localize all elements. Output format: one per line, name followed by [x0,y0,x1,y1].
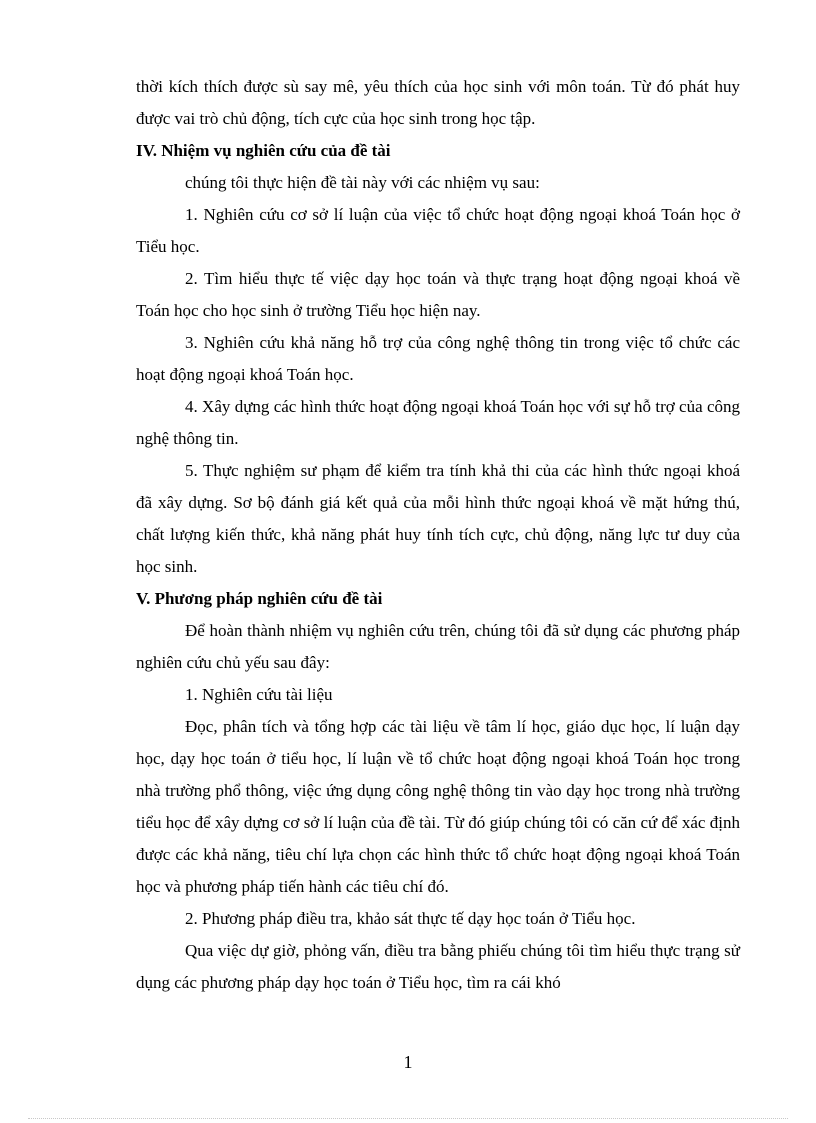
task-item-1: 1. Nghiên cứu cơ sở lí luận của việc tổ chức hoạt động ngoại khoá Toán học ở Tiểu học. [136,205,740,256]
task-item-3: 3. Nghiên cứu khả năng hỗ trợ của công nghệ thông tin trong việc tổ chức các hoạt động ngoại khoá Toán học. [136,333,740,384]
task-item-5: 5. Thực nghiệm sư phạm để kiểm tra tính khả thi của các hình thức ngoại khoá đã xây dựng. Sơ bộ đánh giá kết quả của mỗi hình thức ngoại khoá về mặt hứng thú, chất lượng kiến thức, khả năng phát huy tính tích cực, chủ động, năng lực tư duy của học sinh. [136,461,740,576]
page-bottom-divider [28,1118,788,1119]
page-number: 1 [403,1052,413,1072]
document-page [136,71,740,999]
paragraph-intro: thời kích thích được sù say mê, yêu thích của học sinh với môn toán. Từ đó phát huy được vai trò chủ động, tích cực của học sinh trong học tập. [136,77,740,128]
task-item-2: 2. Tìm hiểu thực tế việc dạy học toán và thực trạng hoạt động ngoại khoá về Toán học cho học sinh ở trường Tiểu học hiện nay. [136,269,740,320]
method-item-2-title: 2. Phương pháp điều tra, khảo sát thực tế dạy học toán ở Tiểu học. [185,909,636,928]
method-item-1-body: Đọc, phân tích và tổng hợp các tài liệu về tâm lí học, giáo dục học, lí luận dạy học, dạy học toán ở tiểu học, lí luận về tổ chức hoạt động ngoại khoá Toán học trong nhà trường phổ thông, việc ứng dụng công nghệ thông tin vào dạy học trong nhà trường tiểu học để xây dựng cơ sở lí luận của đề tài. Từ đó giúp chúng tôi có căn cứ để xác định được các khả năng, tiêu chí lựa chọn các hình thức tổ chức hoạt động ngoại khoá Toán học và phương pháp tiến hành các tiêu chí đó. [136,717,740,896]
paragraph-methods-intro: Để hoàn thành nhiệm vụ nghiên cứu trên, chúng tôi đã sử dụng các phương pháp nghiên cứu chủ yếu sau đây: [136,621,740,672]
paragraph-tasks-intro: chúng tôi thực hiện đề tài này với các nhiệm vụ sau: [185,173,540,192]
task-item-4: 4. Xây dựng các hình thức hoạt động ngoại khoá Toán học với sự hỗ trợ của công nghệ thông tin. [136,397,740,448]
method-item-2-body: Qua việc dự giờ, phỏng vấn, điều tra bằng phiếu chúng tôi tìm hiểu thực trạng sử dụng các phương pháp dạy học toán ở Tiểu học, tìm ra cái khó [136,941,740,992]
section-heading-iv: IV. Nhiệm vụ nghiên cứu của đề tài [136,141,391,160]
section-heading-v: V. Phương pháp nghiên cứu đề tài [136,589,383,608]
method-item-1-title: 1. Nghiên cứu tài liệu [185,685,333,704]
